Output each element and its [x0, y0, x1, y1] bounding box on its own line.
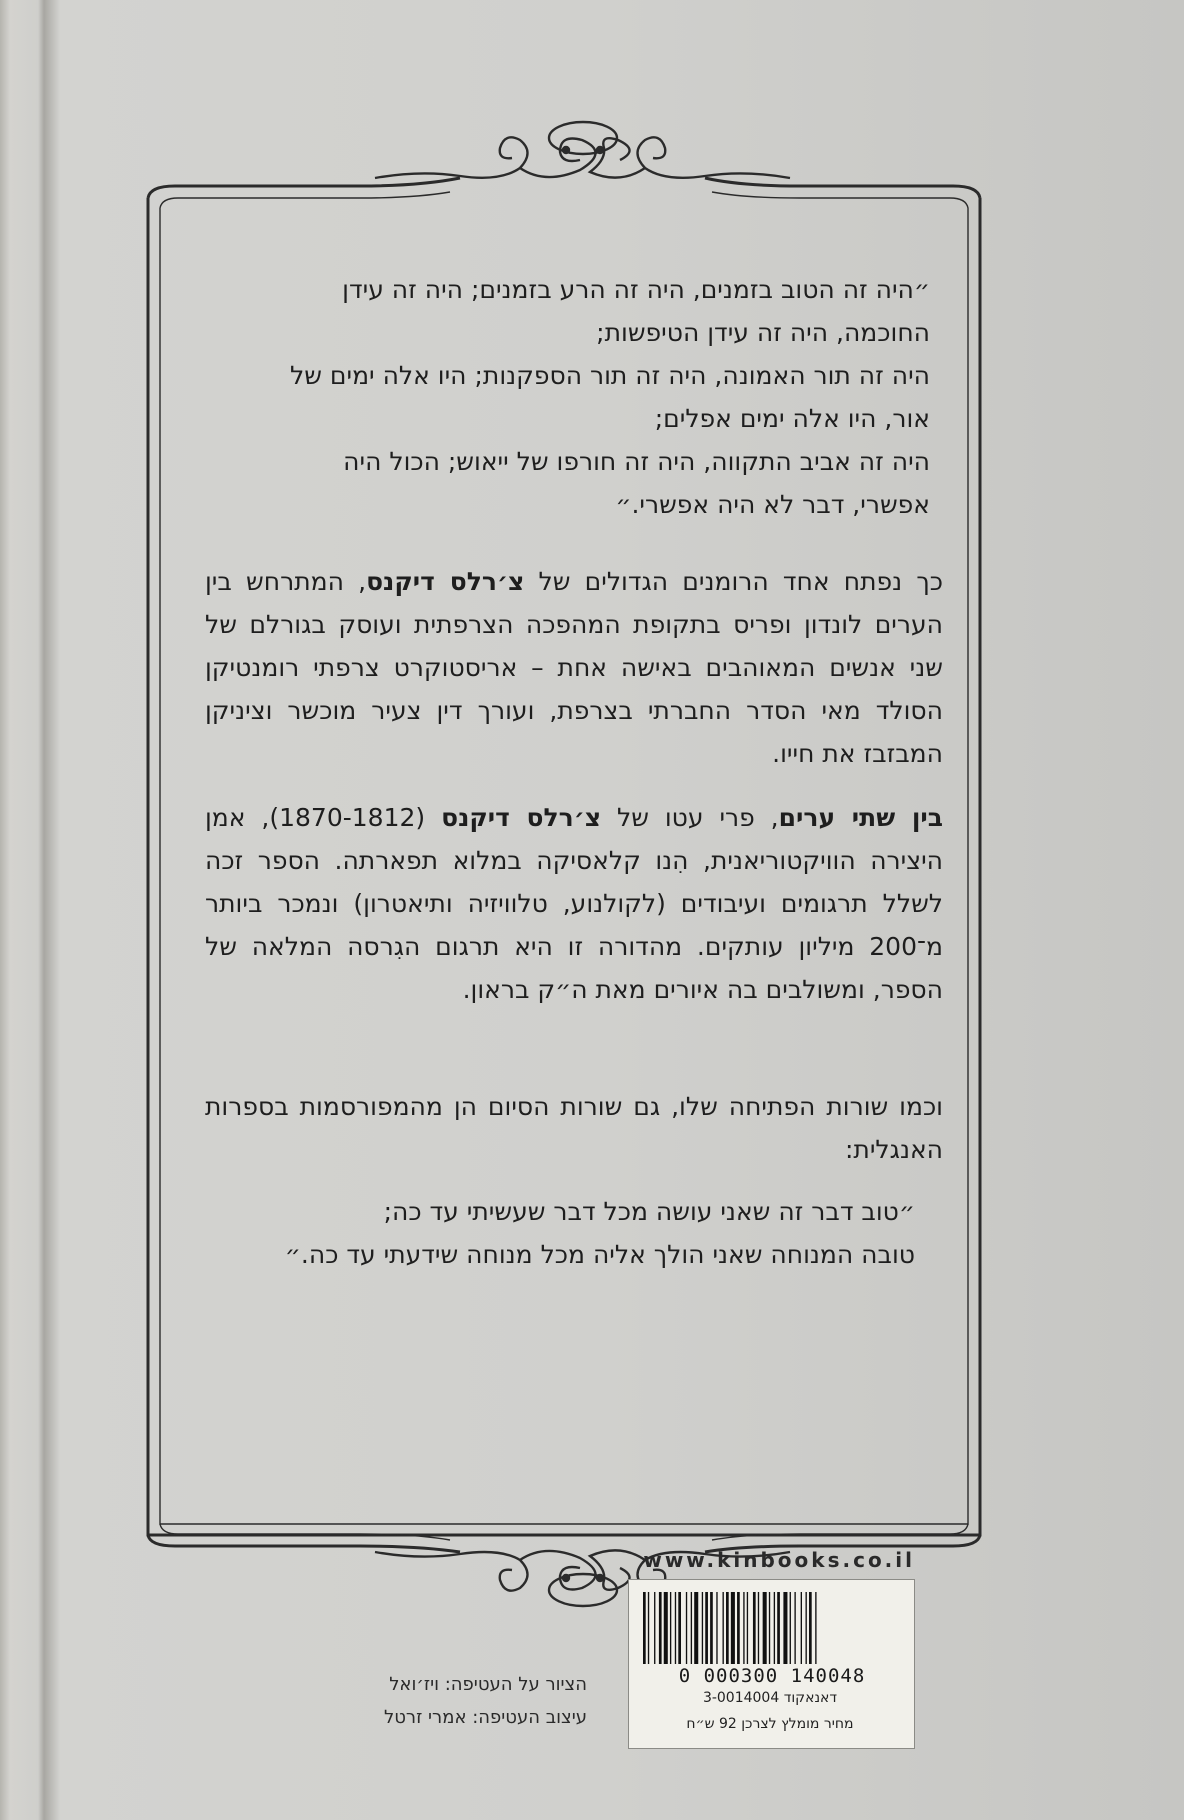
- closing-quote-line: טובה המנוחה שאני הולך אליה מכל מנוחה שידעתי עד כה.״: [284, 1240, 915, 1269]
- closing-quote: [225, 1190, 915, 1276]
- synopsis-paragraph: [205, 560, 943, 775]
- barcode-icon: [643, 1592, 899, 1664]
- top-flourish-icon: [375, 122, 790, 178]
- closing-quote-line: ״טוב דבר זה שאני עושה מכל דבר שעשיתי עד כה;: [383, 1197, 915, 1226]
- closing-intro-text: וכמו שורות הפתיחה שלו, גם שורות הסיום הן מהמפורסמות בספרות האנגלית:: [205, 1092, 943, 1164]
- opening-quote-line: היה זה אביב התקווה, היה זה חורפו של ייאוש; הכול היה: [343, 447, 930, 476]
- closing-intro-paragraph: [205, 1085, 943, 1171]
- book-title: בין שתי ערים: [778, 803, 944, 832]
- design-credit: עיצוב העטיפה: אמרי זרטל: [384, 1707, 587, 1728]
- cover-credits: [330, 1668, 587, 1734]
- synopsis-text: , המתרחש בין הערים לונדון ופריס בתקופת המהפכה הצרפתית ועוסק בגורלם של שני אנשים המאוהבים באישה אחת – אריסטוקרט צרפתי רומנטיקן הסולד מאי הסדר החברתי בצרפת, ועורך דין צעיר מוכשר וציניקן המבזבז את חייו.: [205, 567, 943, 768]
- opening-quote-line: אפשרי, דבר לא היה אפשרי.״: [615, 490, 930, 519]
- author-name: צ׳רלס דיקנס: [441, 803, 602, 832]
- publisher-website[interactable]: www.kinbooks.co.il: [643, 1548, 915, 1572]
- opening-quote-line: החוכמה, היה זה עידן הטיפשות;: [596, 318, 930, 347]
- barcode-label: [628, 1579, 915, 1749]
- about-text: (1870-1812), אמן היצירה הוויקטוריאנית, הִנו קלאסיקה במלוא תפארתה. הספר זכה לשלל תרגומים ועיבודים (לקולנוע, טלוויזיה ותיאטרון) ונמכר ביותר מ־200 מיליון עותקים. מהדורה זו היא תרגום הגִרסה המלאה של הספר, ומשולבים בה איורים מאת ה״ק בראון.: [205, 803, 943, 1004]
- recommended-price: מחיר מומלץ לצרכן 92 ש״ח: [686, 1716, 854, 1732]
- danacode: דאנאקוד 3-0014004: [702, 1690, 838, 1706]
- barcode-number: 0 000300 140048: [678, 1665, 866, 1687]
- synopsis-text: כך נפתח אחד הרומנים הגדולים של: [524, 567, 943, 596]
- opening-quote-line: ״היה זה הטוב בזמנים, היה זה הרע בזמנים; היה זה עידן: [342, 275, 930, 304]
- author-name: צ׳רלס דיקנס: [366, 567, 525, 596]
- opening-quote: [215, 268, 930, 526]
- illustration-credit: הציור על העטיפה: ויז׳ואל: [389, 1674, 587, 1695]
- opening-quote-line: היה זה תור האמונה, היה זה תור הספקנות; היו אלה ימים של: [290, 361, 930, 390]
- about-text: , פרי עטו של: [601, 803, 779, 832]
- about-book-paragraph: [205, 796, 943, 1011]
- opening-quote-line: אור, היו אלה ימים אפלים;: [654, 404, 930, 433]
